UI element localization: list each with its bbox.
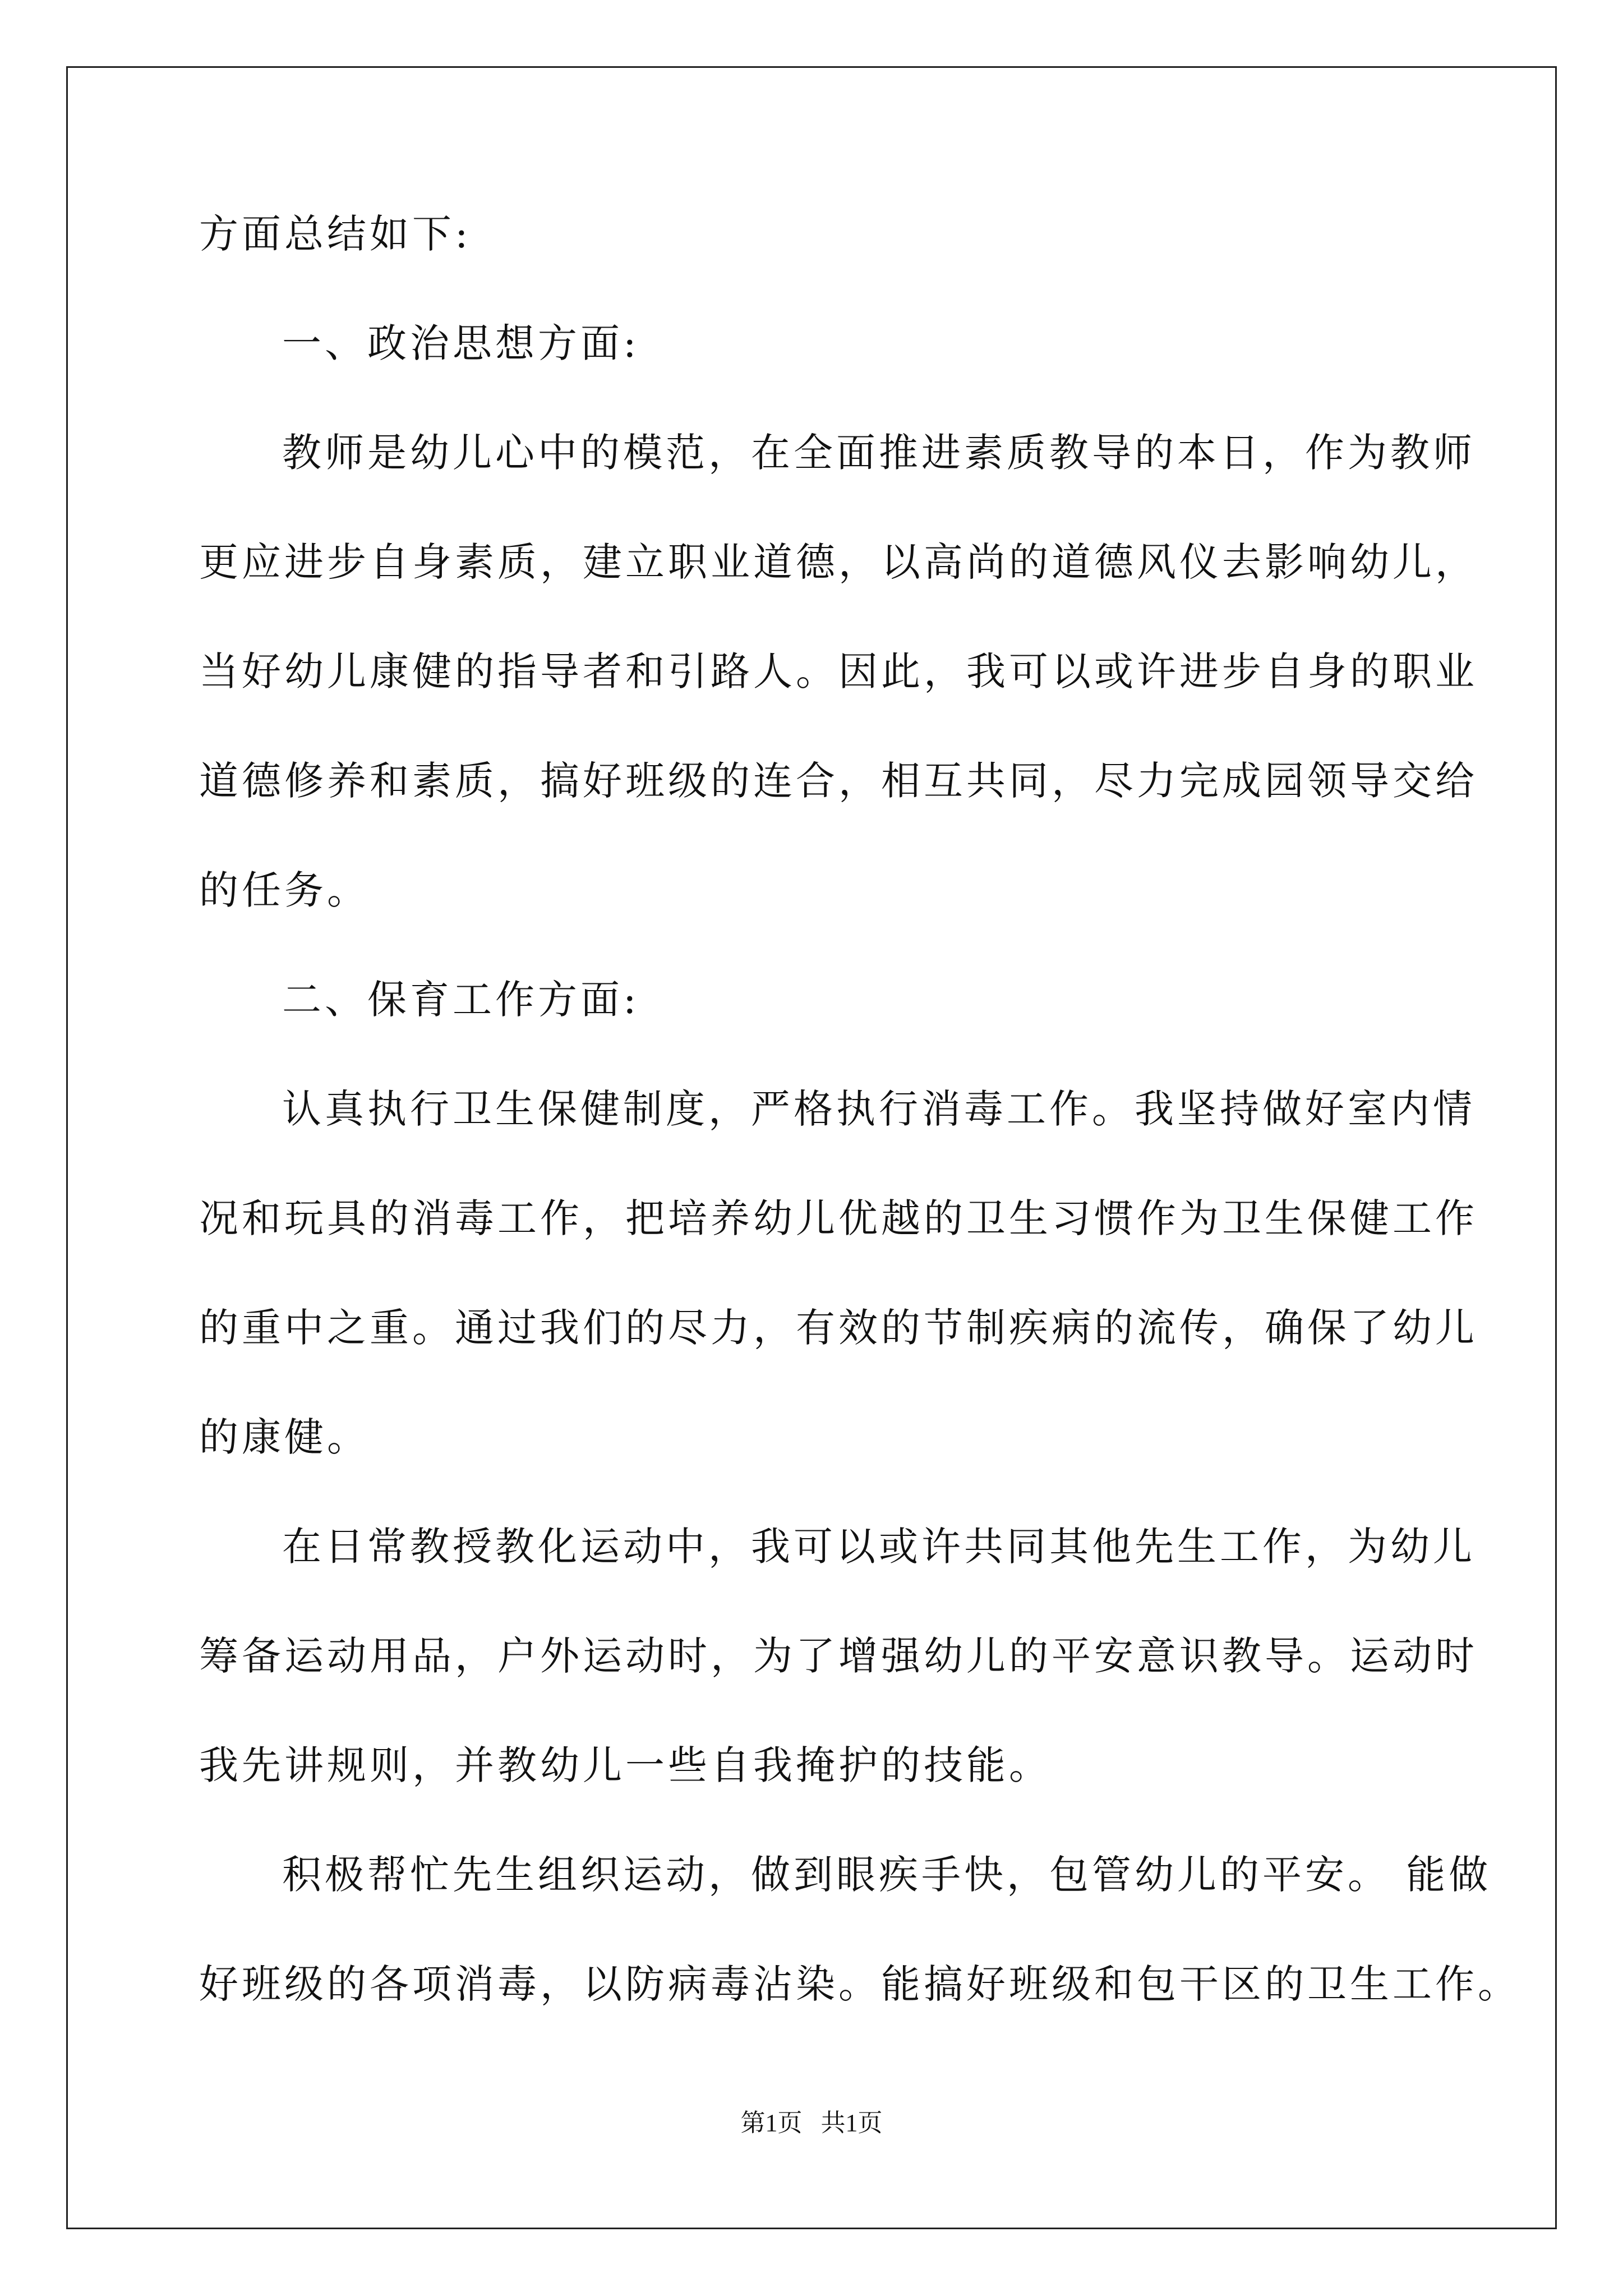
section-heading: 一、政治思想方面: xyxy=(282,320,640,366)
section-heading: 二、保育工作方面: xyxy=(282,977,640,1023)
text-line: 在日常教授教化运动中，我可以或许共同其他先生工作，为幼儿 xyxy=(282,1524,1476,1570)
page-footer: 第1页 共1页 xyxy=(740,2109,883,2137)
text-line: 方面总结如下: xyxy=(199,211,472,257)
text-line: 好班级的各项消毒，以防病毒沾染。能搞好班级和包干区的卫生工作。 xyxy=(199,1961,1520,2007)
text-line: 况和玩具的消毒工作，把培养幼儿优越的卫生习惯作为卫生保健工作 xyxy=(199,1195,1478,1241)
text-line: 更应进步自身素质，建立职业道德，以高尚的道德风仪去影响幼儿， xyxy=(199,539,1478,585)
text-line: 道德修养和素质，搞好班级的连合，相互共同，尽力完成园领导交给 xyxy=(199,758,1478,804)
text-line: 积极帮忙先生组织运动，做到眼疾手快，包管幼儿的平安。 能做 xyxy=(282,1852,1492,1898)
text-line: 教师是幼儿心中的模范，在全面推进素质教导的本日，作为教师 xyxy=(282,430,1476,476)
text-line: 的任务。 xyxy=(199,867,370,913)
text-line: 的康健。 xyxy=(199,1414,370,1460)
text-line: 的重中之重。通过我们的尽力，有效的节制疾病的流传，确保了幼儿 xyxy=(199,1305,1478,1351)
document-body xyxy=(199,211,1520,2074)
text-line: 筹备运动用品，户外运动时，为了增强幼儿的平安意识教导。运动时 xyxy=(199,1633,1478,1679)
text-line: 当好幼儿康健的指导者和引路人。因此，我可以或许进步自身的职业 xyxy=(199,648,1478,694)
text-line: 我先讲规则，并教幼儿一些自我掩护的技能。 xyxy=(199,1742,1052,1788)
text-line: 认真执行卫生保健制度，严格执行消毒工作。我坚持做好室内情 xyxy=(282,1086,1476,1132)
